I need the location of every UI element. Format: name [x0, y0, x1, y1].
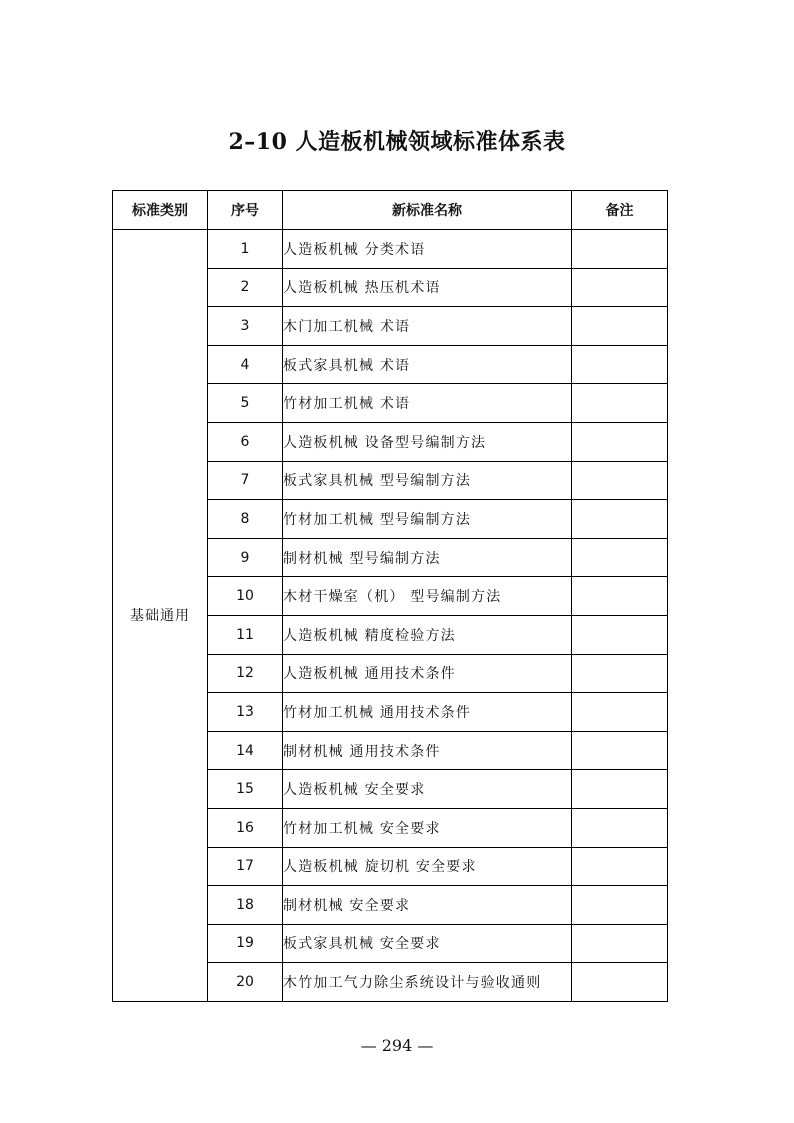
row-number-cell: 20 — [208, 963, 283, 1002]
row-number-cell: 8 — [208, 500, 283, 539]
remarks-cell — [572, 886, 668, 925]
table-header-row — [113, 191, 668, 230]
remarks-cell — [572, 731, 668, 770]
row-number-cell: 14 — [208, 731, 283, 770]
standard-name-cell: 竹材加工机械 安全要求 — [283, 808, 572, 847]
standard-name-cell: 竹材加工机械 通用技术条件 — [283, 693, 572, 732]
standard-name-cell: 木竹加工气力除尘系统设计与验收通则 — [283, 963, 572, 1002]
standard-name-cell: 人造板机械 安全要求 — [283, 770, 572, 809]
standard-name-cell: 人造板机械 热压机术语 — [283, 268, 572, 307]
remarks-cell — [572, 230, 668, 269]
remarks-cell — [572, 847, 668, 886]
remarks-cell — [572, 268, 668, 307]
row-number-cell: 10 — [208, 577, 283, 616]
standard-name-cell: 制材机械 安全要求 — [283, 886, 572, 925]
row-number-cell: 12 — [208, 654, 283, 693]
category-cell: 基础通用 — [113, 230, 208, 1002]
row-number-cell: 2 — [208, 268, 283, 307]
header-category: 标准类别 — [113, 191, 208, 230]
row-number-cell: 6 — [208, 422, 283, 461]
row-number-cell: 5 — [208, 384, 283, 423]
remarks-cell — [572, 808, 668, 847]
remarks-cell — [572, 384, 668, 423]
standard-name-cell: 人造板机械 通用技术条件 — [283, 654, 572, 693]
remarks-cell — [572, 615, 668, 654]
standard-name-cell: 木材干燥室（机） 型号编制方法 — [283, 577, 572, 616]
row-number-cell: 1 — [208, 230, 283, 269]
table-row — [113, 230, 668, 269]
remarks-cell — [572, 422, 668, 461]
standards-table — [112, 190, 668, 1002]
standard-name-cell: 竹材加工机械 型号编制方法 — [283, 500, 572, 539]
row-number-cell: 13 — [208, 693, 283, 732]
header-standard-name: 新标准名称 — [283, 191, 572, 230]
row-number-cell: 11 — [208, 615, 283, 654]
standard-name-cell: 人造板机械 旋切机 安全要求 — [283, 847, 572, 886]
remarks-cell — [572, 461, 668, 500]
row-number-cell: 18 — [208, 886, 283, 925]
remarks-cell — [572, 770, 668, 809]
page-number: — 294 — — [360, 1036, 434, 1055]
row-number-cell: 15 — [208, 770, 283, 809]
row-number-cell: 7 — [208, 461, 283, 500]
remarks-cell — [572, 538, 668, 577]
standard-name-cell: 木门加工机械 术语 — [283, 307, 572, 346]
standard-name-cell: 人造板机械 分类术语 — [283, 230, 572, 269]
remarks-cell — [572, 963, 668, 1002]
remarks-cell — [572, 654, 668, 693]
remarks-cell — [572, 345, 668, 384]
standard-name-cell: 制材机械 型号编制方法 — [283, 538, 572, 577]
table-body — [113, 230, 668, 1002]
standard-name-cell: 制材机械 通用技术条件 — [283, 731, 572, 770]
row-number-cell: 16 — [208, 808, 283, 847]
row-number-cell: 3 — [208, 307, 283, 346]
row-number-cell: 17 — [208, 847, 283, 886]
remarks-cell — [572, 924, 668, 963]
page-title: 2–10 人造板机械领域标准体系表 — [228, 129, 566, 155]
standard-name-cell: 人造板机械 设备型号编制方法 — [283, 422, 572, 461]
row-number-cell: 9 — [208, 538, 283, 577]
standard-name-cell: 板式家具机械 术语 — [283, 345, 572, 384]
remarks-cell — [572, 577, 668, 616]
standard-name-cell: 板式家具机械 型号编制方法 — [283, 461, 572, 500]
header-remarks: 备注 — [572, 191, 668, 230]
standard-name-cell: 竹材加工机械 术语 — [283, 384, 572, 423]
header-number: 序号 — [208, 191, 283, 230]
remarks-cell — [572, 500, 668, 539]
standard-name-cell: 板式家具机械 安全要求 — [283, 924, 572, 963]
row-number-cell: 4 — [208, 345, 283, 384]
row-number-cell: 19 — [208, 924, 283, 963]
remarks-cell — [572, 693, 668, 732]
standard-name-cell: 人造板机械 精度检验方法 — [283, 615, 572, 654]
remarks-cell — [572, 307, 668, 346]
